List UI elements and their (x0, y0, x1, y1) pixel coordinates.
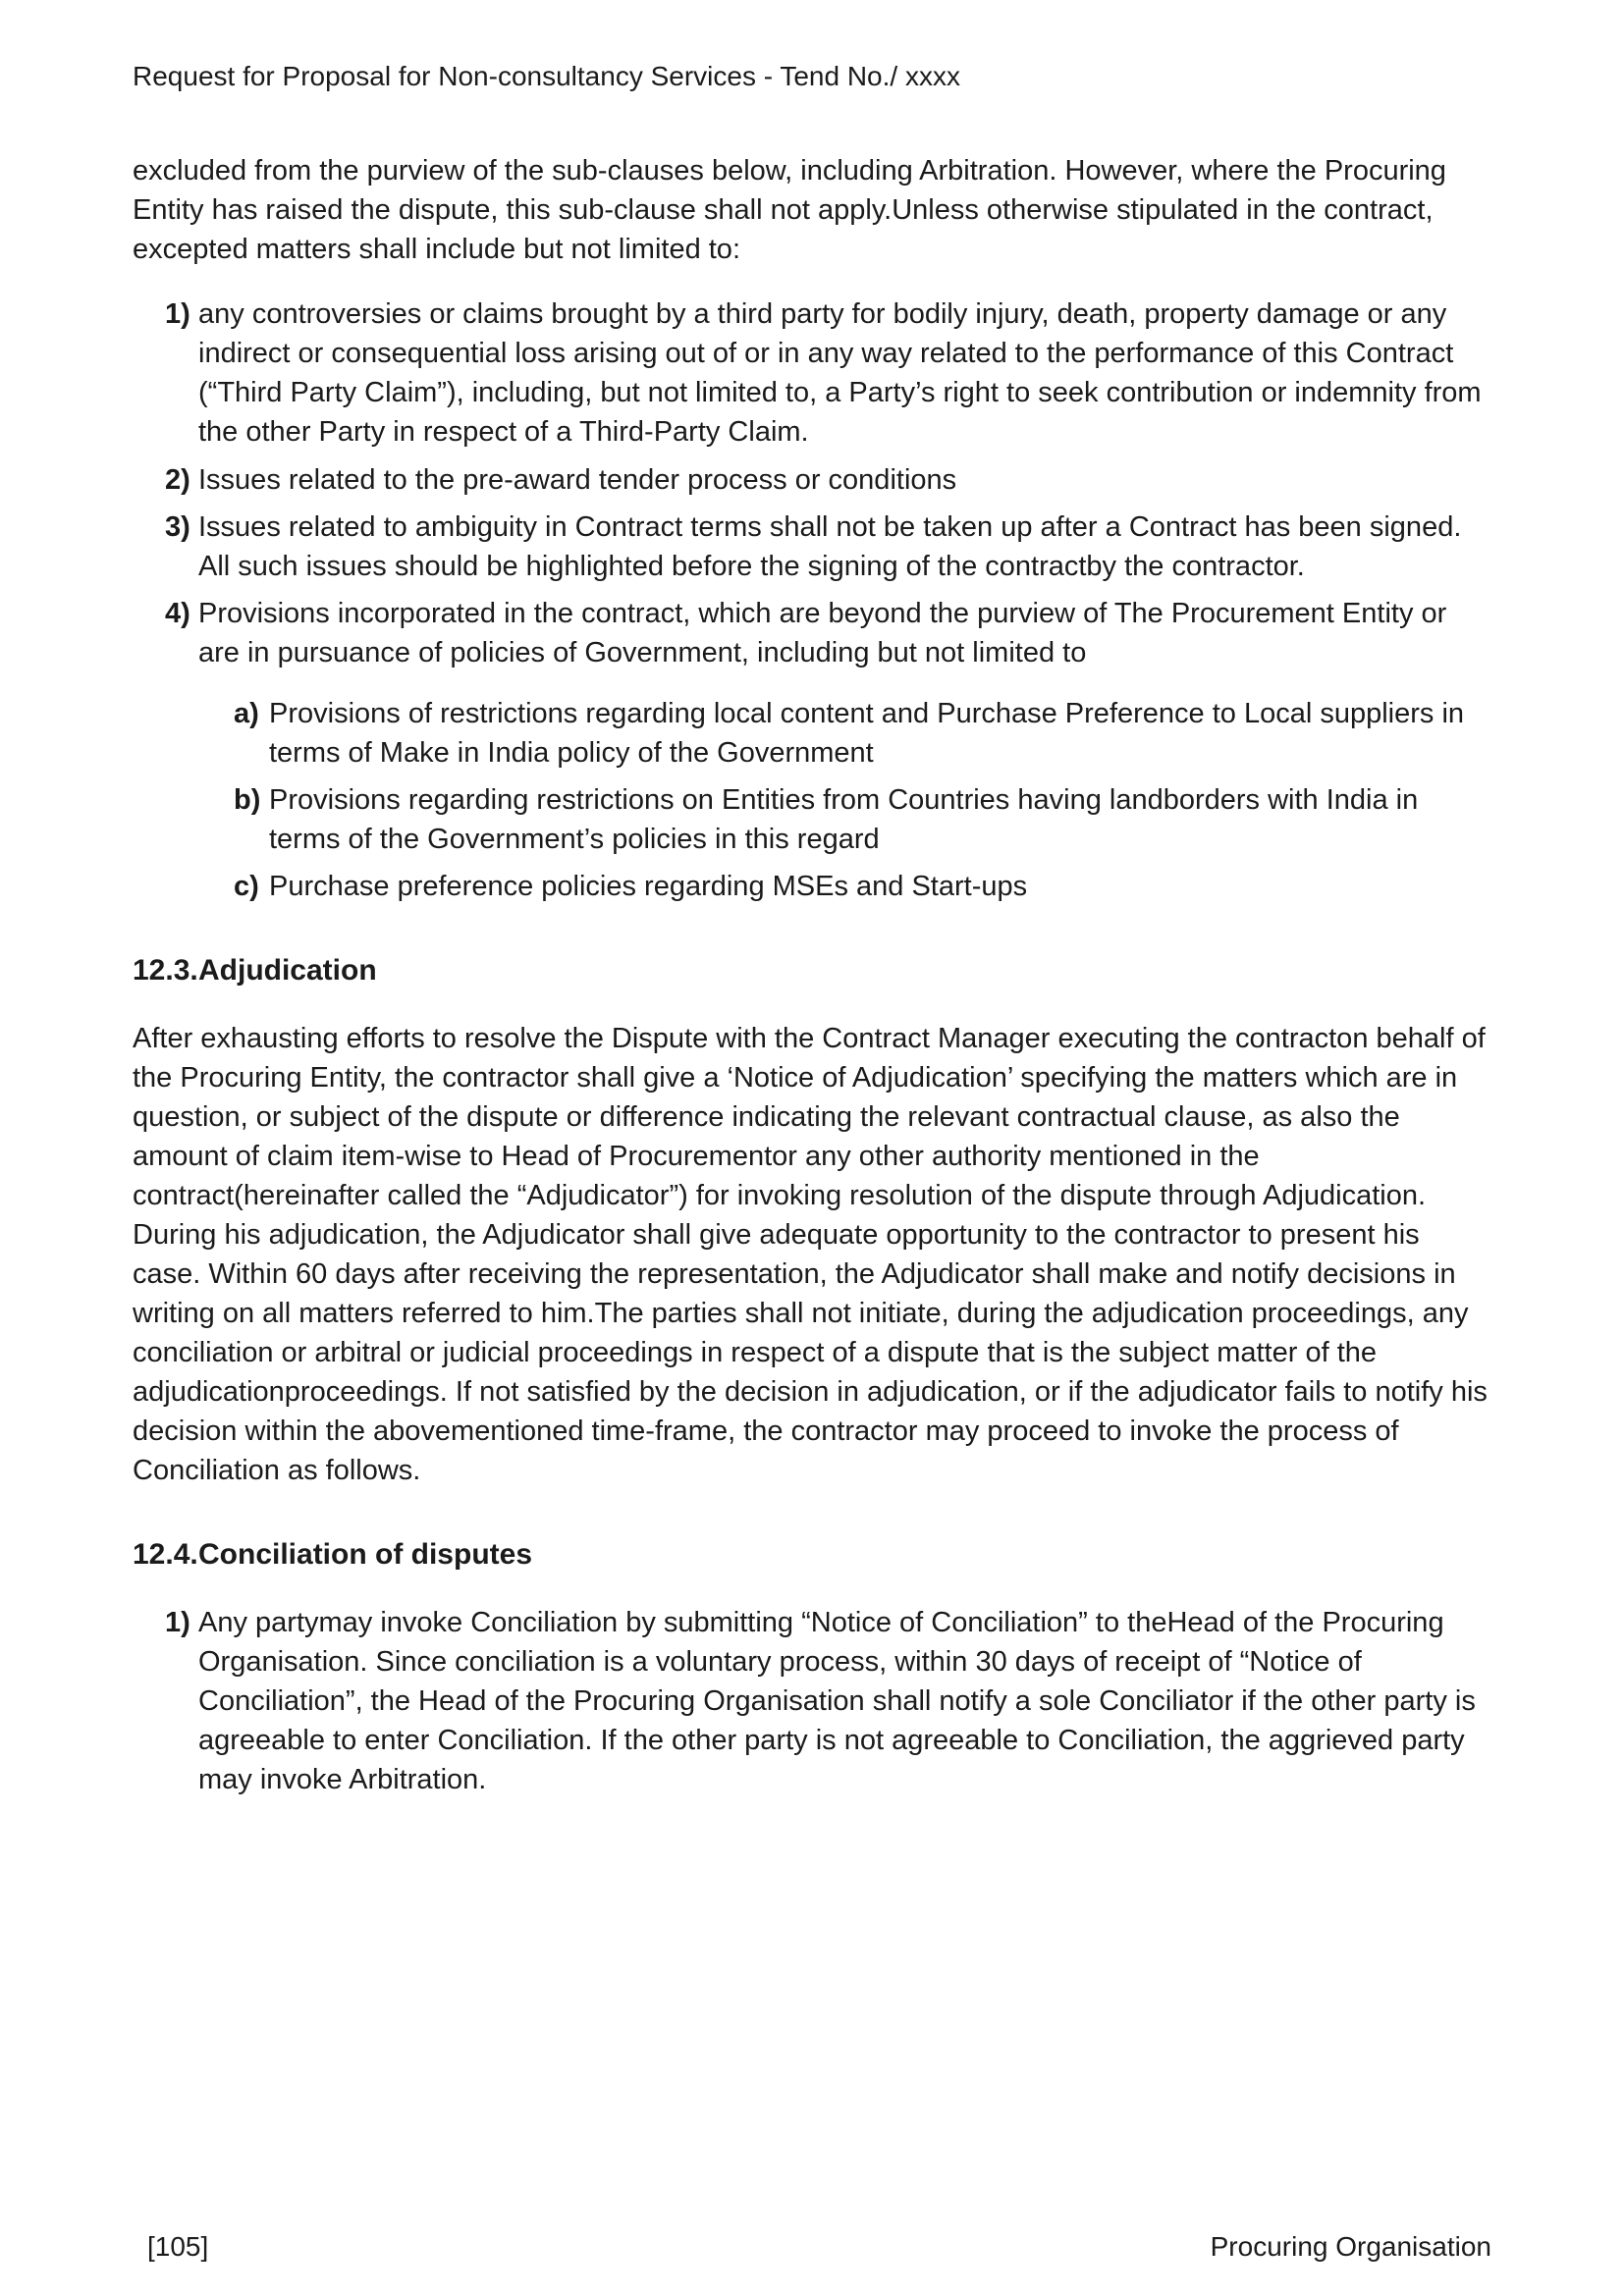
list-marker: 1) (165, 1606, 190, 1638)
page-footer (0, 2229, 1624, 2265)
list-item (133, 460, 1491, 500)
list-marker: 1) (165, 298, 190, 331)
section-title: Adjudication (198, 953, 377, 987)
list-marker: 2) (165, 463, 190, 496)
sublist-item-text: Provisions of restrictions regarding local content and Purchase Preference to Local suppliers in terms of Make in India policy of the Government (269, 697, 1465, 769)
list-item-text: Provisions incorporated in the contract, which are beyond the purview of The Procurement Entity or are in pursuance of policies of Government, including but not limited to (198, 597, 1447, 668)
list-item (133, 1603, 1491, 1799)
list-item-text: Issues related to ambiguity in Contract terms shall not be taken up after a Contract has been signed. All such issues should be highlighted before the signing of the contractby the contractor. (198, 510, 1462, 582)
list-item-text: any controversies or claims brought by a third party for bodily injury, death, property damage or any indirect or consequential loss arising out of or in any way related to the performance of this Contract (“Third Party Claim”), including, but not limited to, a Party’s right to seek contribution or indemnity from the other Party in respect of a Third-Party Claim. (198, 298, 1482, 449)
list-marker: 4) (165, 597, 190, 629)
sublist-item (133, 780, 1491, 859)
sublist-marker: b) (234, 783, 261, 816)
list-item-text: Issues related to the pre-award tender process or conditions (198, 463, 957, 496)
list-item (133, 294, 1491, 452)
provisions-sublist (133, 694, 1491, 906)
section-heading-adjudication (133, 951, 1491, 989)
section-number: 12.4. (133, 1537, 198, 1571)
page-header (133, 59, 1491, 94)
sublist-item-text: Purchase preference policies regarding MSEs and Start-ups (269, 870, 1028, 902)
section-number: 12.3. (133, 953, 198, 987)
list-item (133, 594, 1491, 672)
header-title: Request for Proposal for Non-consultancy Services - Tend No./ xxxx (133, 61, 960, 91)
conciliation-list (133, 1603, 1491, 1799)
sublist-item (133, 867, 1491, 906)
section-heading-conciliation (133, 1535, 1491, 1574)
footer-org-name: Procuring Organisation (1210, 2230, 1491, 2262)
sublist-item-text: Provisions regarding restrictions on Entities from Countries having landborders with India in terms of the Government’s policies in this regard (269, 783, 1419, 855)
list-item (133, 507, 1491, 586)
sublist-item (133, 694, 1491, 773)
sublist-marker: a) (234, 697, 259, 729)
adjudication-paragraph: After exhausting efforts to resolve the Dispute with the Contract Manager executing the contracton behalf of the Procuring Entity, the contractor shall give a ‘Notice of Adjudication’ specifying the matters which are in question, or subject of the dispute or difference indicating the relevant contractual clause, as also the amount of claim item-wise to Head of Procurementor any other authority mentioned in the contract(hereinafter called the “Adjudicator”) for invoking resolution of the dispute through Adjudication. During his adjudication, the Adjudicator shall give adequate opportunity to the contractor to present his case. Within 60 days after receiving the representation, the Adjudicator shall make and notify decisions in writing on all matters referred to him.The parties shall not initiate, during the adjudication proceedings, any conciliation or arbitral or judicial proceedings in respect of a dispute that is the subject matter of the adjudicationproceedings. If not satisfied by the decision in adjudication, or if the adjudicator fails to notify his decision within the abovementioned time-frame, the contractor may proceed to invoke the process of Conciliation as follows. (133, 1022, 1488, 1486)
list-marker: 3) (165, 510, 190, 543)
section-title: Conciliation of disputes (198, 1537, 533, 1571)
excepted-matters-list (133, 294, 1491, 905)
intro-paragraph: excluded from the purview of the sub-clauses below, including Arbitration. However, where the Procuring Entity has raised the dispute, this sub-clause shall not apply.Unless otherwise stipulated in the contract, excepted matters shall include but not limited to: (133, 155, 1446, 266)
sublist-marker: c) (234, 870, 259, 902)
list-item-text: Any partymay invoke Conciliation by submitting “Notice of Conciliation” to theHead of the Procuring Organisation. Since conciliation is a voluntary process, within 30 days of receipt of “Notice of Conciliation”, the Head of the Procuring Organisation shall notify a sole Conciliator if the other party is agreeable to enter Conciliation. If the other party is not agreeable to Conciliation, the aggrieved party may invoke Arbitration. (198, 1606, 1476, 1795)
page-number: [105] (147, 2230, 209, 2262)
